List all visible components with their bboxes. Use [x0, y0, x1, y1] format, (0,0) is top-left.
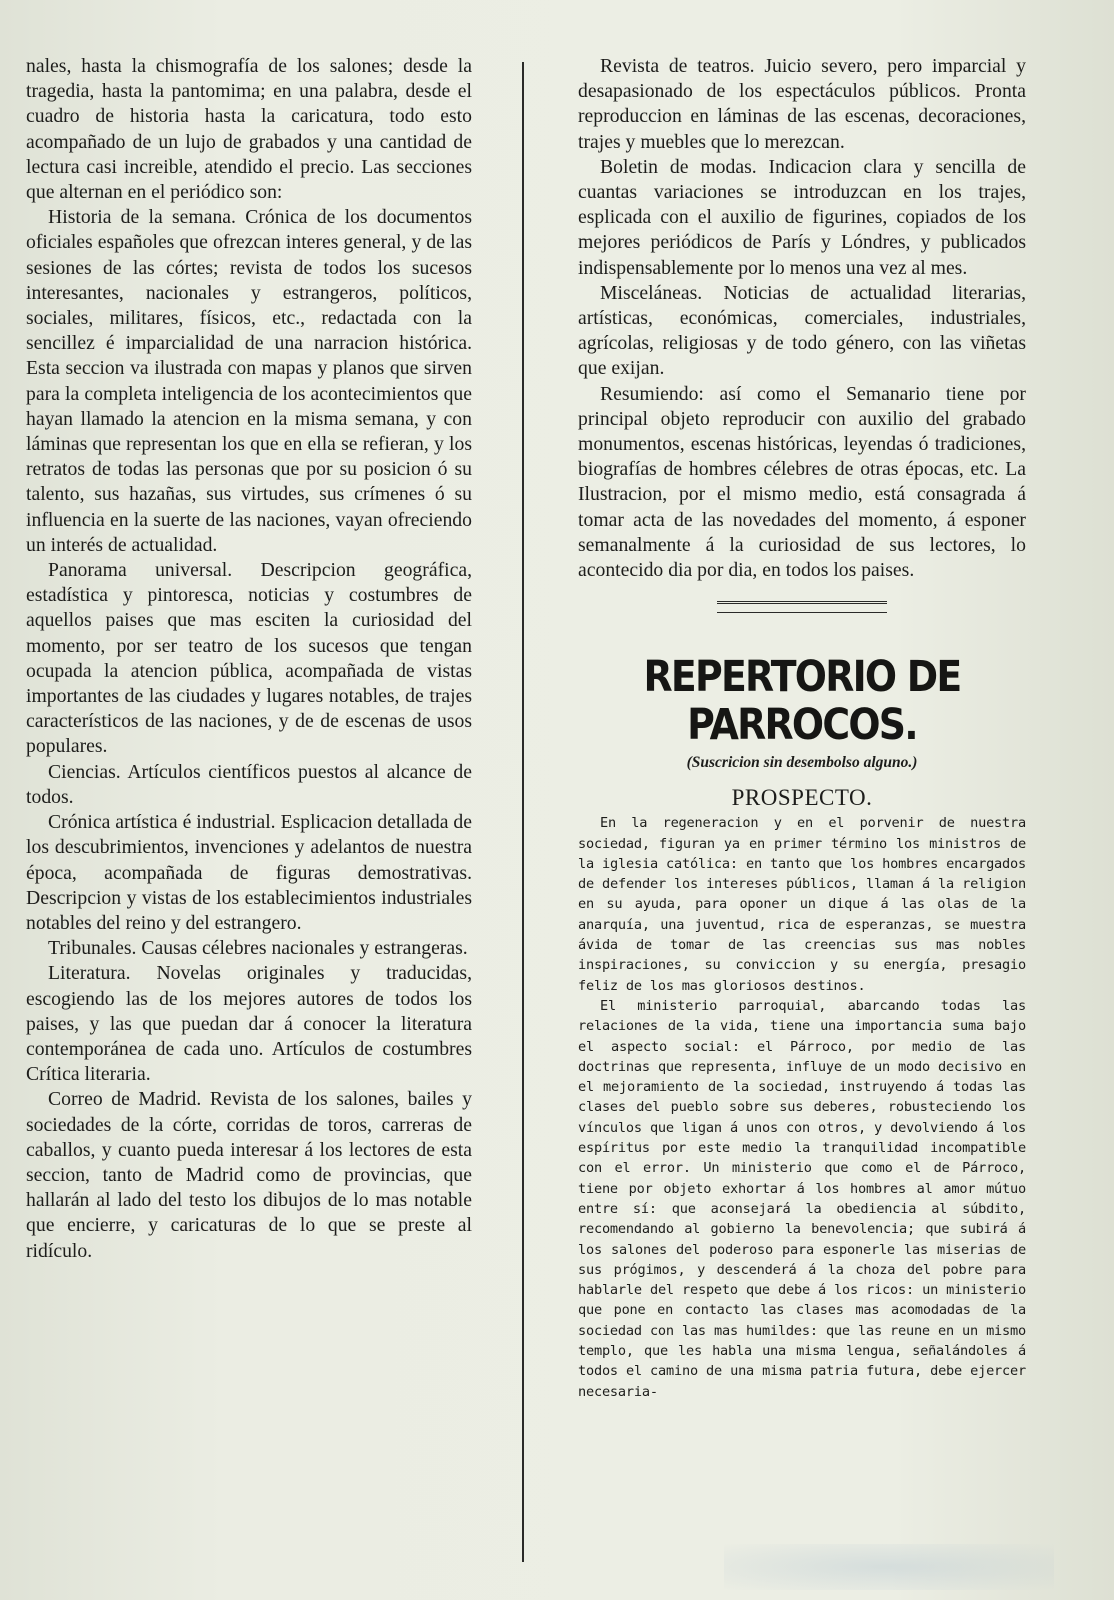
prospecto-paragraph-1: En la regeneracion y en el porvenir de nuestra sociedad, figuran ya en primer término los ministros de la iglesia católica: en tanto que los hombres encargados de defender los intereses públicos, llaman á la religion en su ayuda, para oponer un dique á las olas de la anarquía, una juventud, rica de esperanzas, se muestra ávida de tomar de las creencias sus mas nobles inspiraciones, su conviccion y su energía, presagio feliz de los mas gloriosos destinos.: [578, 815, 1026, 994]
right-column: [578, 54, 1026, 1402]
left-paragraph-7: Literatura. Novelas originales y traducidas, escogiendo las de los mejores autores de todos los paises, y las que puedan dar á conocer la literatura contemporánea de cada uno. Artículos de costumbres Crítica literaria.: [26, 962, 472, 1086]
section-ornament: [717, 601, 887, 613]
left-paragraph-4: Ciencias. Artículos científicos puestos al alcance de todos.: [26, 760, 472, 808]
left-paragraph-6: Tribunales. Causas célebres nacionales y estrangeras.: [48, 937, 468, 960]
repertorio-subtitle: (Suscricion sin desembolso alguno.): [686, 754, 918, 772]
paper-stain: [724, 1544, 1054, 1590]
left-paragraph-1: nales, hasta la chismografía de los salones; desde la tragedia, hasta la pantomima; en una palabra, desde el cuadro de historia hasta la caricatura, todo esto acompañado de un lujo de grabados y una cantidad de lectura casi increible, atendido el precio. Las secciones que alternan en el periódico son:: [26, 55, 472, 204]
left-paragraph-2: Historia de la semana. Crónica de los documentos oficiales españoles que ofrezcan interes general, y de las sesiones de las córtes; revista de todos los sucesos interesantes, nacionales y estrangeros, políticos, sociales, militares, físicos, etc., redactada con la sencillez é imparcialidad de una narracion histórica. Esta seccion va ilustrada con mapas y planos que sirven para la completa inteligencia de los acontecimientos que hayan llamado la atencion en la misma semana, y con láminas que representan los que en ella se refieran, y los retratos de todas las personas que por su posicion ó su talento, sus hazañas, sus virtudes, sus crímenes ó su influencia en la suerte de las naciones, vayan ofreciendo un interés de actualidad.: [26, 206, 472, 556]
prospecto-paragraph-2: El ministerio parroquial, abarcando todas las relaciones de la vida, tiene una importancia suma bajo el aspecto social: el Párroco, por medio de las doctrinas que representa, influye de un modo decisivo en el mejoramiento de la sociedad, instruyendo á todas las clases del pueblo sobre sus deberes, robusteciendo los vínculos que ligan á unos con otros, y devolviendo á los espíritus por este medio la tranquilidad incompatible con el error. Un ministerio que como el de Párroco, tiene por objeto exhortar á los hombres al amor mútuo entre sí: que aconsejará la obediencia al súbdito, recomendando al gobierno la benevolencia; que subirá á los salones del poderoso para esponerle las miserias de sus prógimos, y descenderá á la choza del pobre para hablarle del respeto que debe á los ricos: un ministerio que pone en contacto las clases mas acomodadas de la sociedad con las mas humildes: que las reune en un mismo templo, que les habla una misma lengua, señalándoles á todos el camino de una misma patria futura, debe ejercer necesaria-: [578, 997, 1026, 1400]
right-column-paragraphs: [578, 54, 1026, 583]
repertorio-title: REPERTORIO DE PARROCOS.: [643, 652, 961, 751]
left-paragraph-5: Crónica artística é industrial. Esplicacion detallada de los descubrimientos, invenciones y adelantos de nuestra época, acompañada de figuras demostrativas. Descripcion y vistas de los establecimientos industriales notables del reino y del estrangero.: [26, 811, 472, 934]
right-paragraph-1: Revista de teatros. Juicio severo, pero imparcial y desapasionado de los espectáculos públicos. Pronta reproduccion en láminas de las escenas, decoraciones, trajes y muebles que lo merezcan.: [578, 55, 1026, 153]
left-column: [26, 54, 472, 1264]
prospecto-heading: PROSPECTO.: [731, 785, 873, 811]
left-paragraph-3: Panorama universal. Descripcion geográfica, estadística y pintoresca, noticias y costumbres de aquellos paises que mas esciten la curiosidad del momento, por ser teatro de los sucesos que tengan ocupada la atencion pública, acompañada de vistas importantes de las ciudades y lugares notables, de trajes característicos de las naciones, y de de escenas de usos populares.: [26, 559, 472, 758]
right-paragraph-2: Boletin de modas. Indicacion clara y sencilla de cuantas variaciones se introduzcan en los trajes, esplicada con el auxilio de figurines, copiados de los mejores periódicos de París y Lóndres, y publicados indispensablemente por lo menos una vez al mes.: [578, 155, 1026, 279]
right-paragraph-3: Misceláneas. Noticias de actualidad literarias, artísticas, económicas, comerciales, industriales, agrícolas, religiosas y de todo género, con las viñetas que exijan.: [578, 281, 1026, 380]
left-paragraph-8: Correo de Madrid. Revista de los salones, bailes y sociedades de la córte, corridas de toros, carreras de caballos, y cuanto pueda interesar á los lectores de esta seccion, tanto de Madrid como de provincias, que hallarán al lado del testo los dibujos de lo mas notable que encierre, y caricaturas de lo que se preste al ridículo.: [26, 1088, 472, 1262]
right-paragraph-4: Resumiendo: así como el Semanario tiene por principal objeto reproducir con auxilio del grabado monumentos, escenas históricas, leyendas ó tradiciones, biografías de hombres célebres de otras épocas, etc. La Ilustracion, por el mismo medio, está consagrada á tomar acta de las novedades del momento, á esponer semanalmente á la curiosidad de sus lectores, lo acontecido dia por dia, en todos los paises.: [578, 382, 1026, 582]
column-divider: [522, 62, 524, 1562]
